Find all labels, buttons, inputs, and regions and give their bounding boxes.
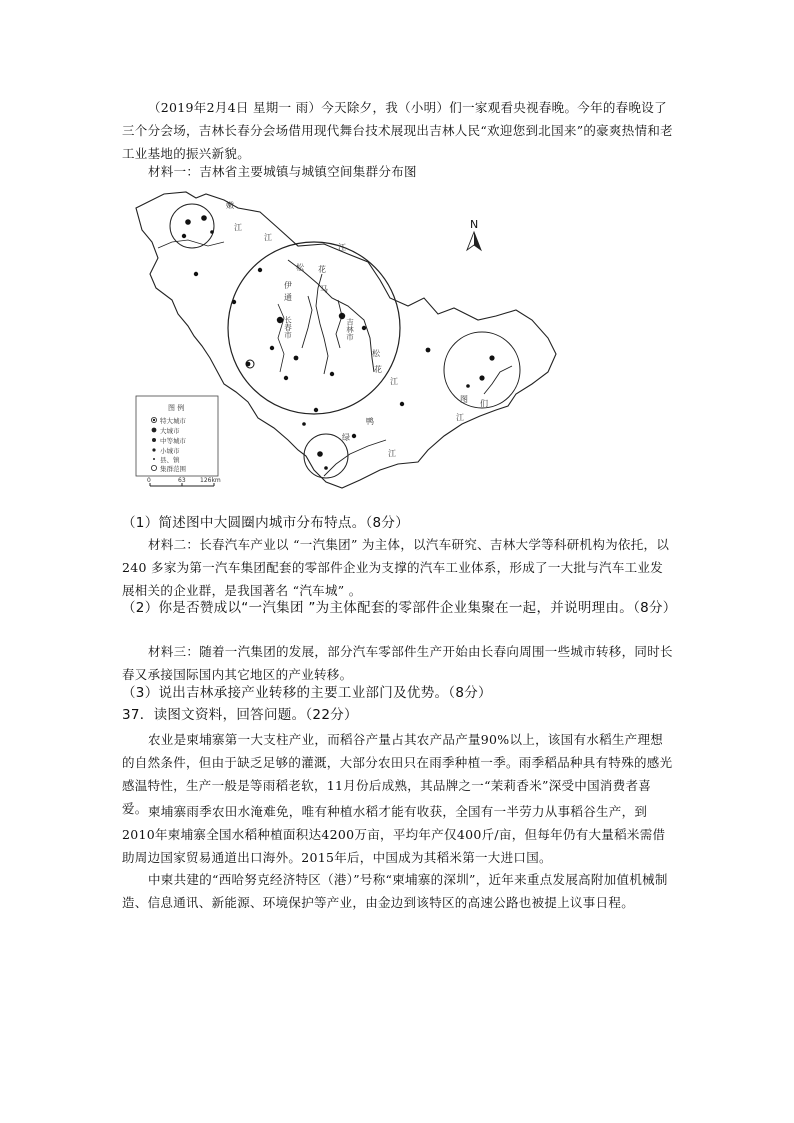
city-dot: [489, 355, 494, 360]
city-label-changchun: 长春市: [283, 316, 293, 339]
river-label: 江: [390, 377, 398, 386]
legend-item: 大城市: [160, 427, 180, 435]
scale-label: 63: [178, 477, 186, 484]
question-3: （3）说出吉林承接产业转移的主要工业部门及优势。（8分）: [122, 685, 492, 701]
city-dot: [270, 346, 274, 350]
legend-item: 县、镇: [160, 456, 180, 464]
river-label: 绿: [342, 433, 350, 442]
city-dot: [294, 356, 299, 361]
city-dot: [232, 300, 236, 304]
scale-label: 126km: [200, 477, 221, 484]
river-label: 花: [318, 265, 326, 274]
city-dot: [362, 326, 366, 330]
north-label: N: [470, 218, 479, 231]
river-label: 松: [296, 263, 304, 272]
city-dot: [210, 230, 214, 234]
legend-title: 图 例: [168, 404, 185, 412]
city-dot: [339, 313, 345, 319]
jilin-city-cluster-map: [128, 188, 564, 494]
city-dot: [277, 317, 283, 323]
scale-label: 0: [147, 477, 151, 484]
river-label: 江: [388, 449, 396, 458]
city-dot: [330, 372, 334, 376]
city-label-jilin: 吉林市: [345, 318, 355, 341]
material-three-paragraph: 材料三：随着一汽集团的发展，部分汽车零部件生产开始由长春向周围一些城市转移，同时长春又承接国际国内其它地区的产业转移。: [122, 644, 673, 682]
river-label: 鸭: [366, 417, 374, 426]
question-37-heading: 37．读图文资料，回答问题。（22分）: [122, 707, 358, 723]
river-label: 伊: [284, 281, 292, 290]
legend-item: 小城市: [160, 447, 180, 455]
river-label: 图: [460, 395, 468, 404]
legend-item: 特大城市: [160, 417, 186, 425]
agriculture-paragraph: 农业是柬埔寨第一大支柱产业，而稻谷产量占其农产品产量90%以上，该国有水稻生产理想的自然条件，但由于缺乏足够的灌溉，大部分农田只在雨季种植一季。雨季稻品种具有特殊的感光感温特性，生产一般是等雨稻老软，11月份后成熟，其品牌之一“茉莉香米”深受中国消费者喜爱。: [122, 732, 673, 816]
map-legend: [136, 396, 221, 486]
city-dot: [284, 376, 288, 380]
material-one-caption: 材料一：吉林省主要城镇与城镇空间集群分布图: [148, 164, 417, 179]
city-dot: [479, 375, 484, 380]
river-label: 马: [320, 285, 328, 294]
river-label: 通: [284, 293, 292, 302]
river-label: 松: [372, 349, 380, 358]
north-arrow: [467, 218, 481, 250]
city-dot: [400, 402, 404, 406]
river-label: 们: [480, 399, 488, 408]
river-label: 花: [374, 365, 382, 374]
city-dot: [466, 384, 470, 388]
city-dot: [317, 451, 323, 457]
river-label: 江: [264, 233, 272, 242]
river-label: 嫩: [226, 201, 234, 210]
city-dot: [182, 234, 186, 238]
economic-zone-paragraph: 中柬共建的“西哈努克经济特区（港）”号称“柬埔寨的深圳”，近年来重点发展高附加值机械制造、信息通讯、新能源、环境保护等产业，由金边到该特区的高速公路也被提上议事日程。: [122, 872, 668, 910]
city-dot: [302, 422, 306, 426]
question-1: （1）简述图中大圆圈内城市分布特点。（8分）: [122, 515, 410, 531]
city-dot: [314, 408, 318, 412]
city-dot: [201, 215, 207, 221]
city-dot: [258, 268, 262, 272]
legend-item: 中等城市: [160, 437, 186, 445]
river-label: 江: [338, 243, 346, 252]
intro-paragraph: （2019年2月4日 星期一 雨）今天除夕，我（小明）们一家观看央视春晚。今年的春晚设了三个分会场，吉林长春分会场借用现代舞台技术展现出吉林人民“欢迎您到北国来”的豪爽热情和老工业基地的振兴新貌。: [122, 100, 673, 161]
legend-item: 集群范围: [160, 465, 186, 473]
city-dot: [185, 219, 191, 225]
city-dot: [352, 434, 356, 438]
river-label: 江: [234, 223, 242, 232]
city-dot: [194, 272, 198, 276]
city-dot: [426, 348, 431, 353]
rice-production-paragraph: 柬埔寨雨季农田水淹难免，唯有种植水稻才能有收获，全国有一半劳力从事稻谷生产，到2010年柬埔寨全国水稻种植面积达4200万亩，平均年产仅400斤/亩，但每年仍有大量稻米需借助周边国家贸易通道出口海外。2015年后，中国成为其稻米第一大进口国。: [122, 804, 666, 865]
river-label: 江: [456, 413, 464, 422]
material-two-paragraph: 材料二：长春汽车产业以 “一汽集团” 为主体，以汽车研究、吉林大学等科研机构为依托，以 240 多家为第一汽车集团配套的零部件企业为支撑的汽车工业体系，形成了一大批与汽车工业发展相关的企业群，是我国著名 “汽车城” 。: [122, 537, 670, 598]
question-2: （2）你是否赞成以“一汽集团 ”为主体配套的零部件企业集聚在一起，并说明理由。（8分）: [122, 600, 677, 616]
city-dot: [324, 466, 328, 470]
